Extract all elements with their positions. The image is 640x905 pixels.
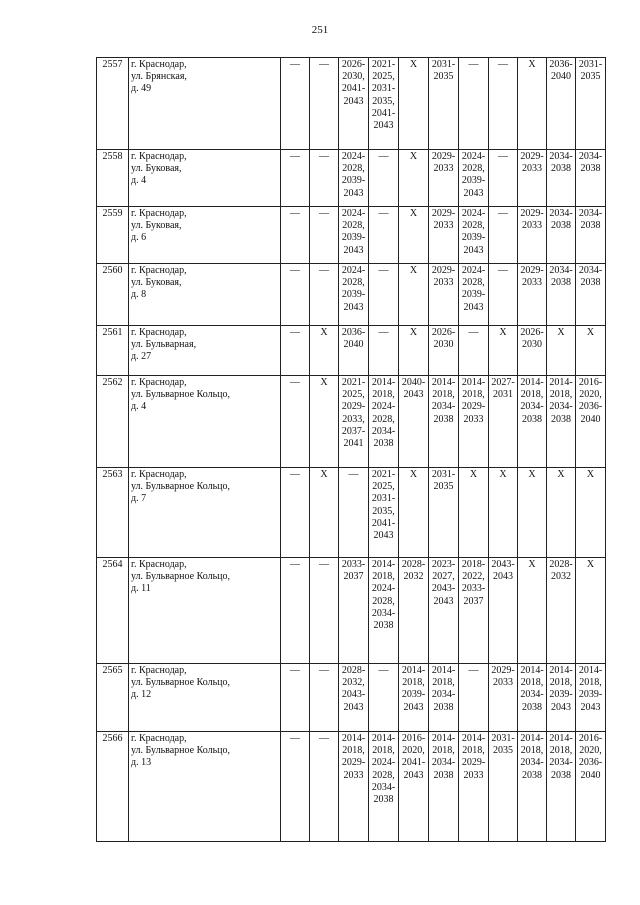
period-cell xyxy=(369,207,399,264)
period-value: X xyxy=(409,59,418,70)
period-cell xyxy=(310,264,339,326)
period-cell xyxy=(369,58,399,150)
period-cell xyxy=(339,326,369,376)
row-number: 2565 xyxy=(97,664,129,732)
period-cell xyxy=(547,558,576,664)
period-cell xyxy=(281,732,310,842)
period-cell xyxy=(310,664,339,732)
table-row xyxy=(97,58,606,150)
period-value: 2031- 2035 xyxy=(431,59,456,83)
period-cell xyxy=(459,558,489,664)
period-value: 2014- 2018, 2034- 2038 xyxy=(549,377,573,425)
period-cell xyxy=(281,58,310,150)
period-cell xyxy=(489,150,518,207)
period-value: 2014- 2018, 2034- 2038 xyxy=(431,733,456,781)
period-cell xyxy=(576,558,606,664)
period-cell xyxy=(459,376,489,468)
period-value: 2024- 2028, 2039- 2043 xyxy=(461,265,486,313)
row-number: 2561 xyxy=(97,326,129,376)
period-cell xyxy=(339,664,369,732)
period-cell xyxy=(547,376,576,468)
period-value: 2036- 2040 xyxy=(341,327,366,351)
period-value: 2014- 2018, 2024- 2028, 2034- 2038 xyxy=(371,733,396,806)
row-number: 2557 xyxy=(97,58,129,150)
period-cell xyxy=(576,326,606,376)
period-cell xyxy=(429,732,459,842)
period-value: — xyxy=(290,59,300,70)
period-cell xyxy=(459,732,489,842)
page-number: 251 xyxy=(311,24,329,36)
row-address: г. Краснодар, ул. Бульварное Кольцо, д. 7 xyxy=(129,468,281,558)
period-value: — xyxy=(290,327,300,338)
period-cell xyxy=(281,558,310,664)
period-cell xyxy=(459,326,489,376)
period-value: 2024- 2028, 2039- 2043 xyxy=(341,151,366,199)
row-address: г. Краснодар, ул. Бульварное Кольцо, д. 13 xyxy=(129,732,281,842)
row-number: 2560 xyxy=(97,264,129,326)
period-value: 2040- 2043 xyxy=(401,377,426,401)
period-value: 2014- 2018, 2034- 2038 xyxy=(520,377,544,425)
period-cell xyxy=(399,326,429,376)
period-value: 2034- 2038 xyxy=(578,151,603,175)
period-value: — xyxy=(498,265,508,276)
row-number: 2558 xyxy=(97,150,129,207)
period-cell xyxy=(518,207,547,264)
period-value: 2029- 2033 xyxy=(520,151,544,175)
period-value: X xyxy=(586,559,595,570)
period-value: X xyxy=(320,469,328,480)
period-value: — xyxy=(348,469,359,480)
period-cell xyxy=(518,468,547,558)
period-value: 2034- 2038 xyxy=(578,265,603,289)
period-cell xyxy=(429,664,459,732)
period-cell xyxy=(339,376,369,468)
register-body xyxy=(97,58,606,842)
period-value: 2014- 2018, 2029- 2033 xyxy=(461,733,486,781)
row-address: г. Краснодар, ул. Бульварная, д. 27 xyxy=(129,326,281,376)
period-cell xyxy=(489,58,518,150)
period-value: X xyxy=(320,377,328,388)
period-value: 2016- 2020, 2036- 2040 xyxy=(578,733,603,781)
period-value: 2034- 2038 xyxy=(549,151,573,175)
period-value: — xyxy=(319,208,329,219)
period-value: 2024- 2028, 2039- 2043 xyxy=(461,151,486,199)
period-value: 2034- 2038 xyxy=(549,265,573,289)
period-cell xyxy=(518,558,547,664)
period-cell xyxy=(339,207,369,264)
period-cell xyxy=(518,264,547,326)
period-value: X xyxy=(409,208,418,219)
table-row xyxy=(97,558,606,664)
period-cell xyxy=(576,207,606,264)
period-cell xyxy=(489,207,518,264)
period-value: — xyxy=(290,733,300,744)
period-cell xyxy=(429,468,459,558)
period-value: — xyxy=(290,469,300,480)
period-value: — xyxy=(498,151,508,162)
period-cell xyxy=(310,732,339,842)
period-value: — xyxy=(290,151,300,162)
period-value: 2029- 2033 xyxy=(431,208,456,232)
period-value: 2014- 2018, 2039- 2043 xyxy=(578,665,603,713)
period-cell xyxy=(339,264,369,326)
period-cell xyxy=(399,207,429,264)
period-value: 2034- 2038 xyxy=(549,208,573,232)
period-value: 2023- 2027, 2043- 2043 xyxy=(431,559,456,607)
table-row xyxy=(97,468,606,558)
period-cell xyxy=(576,468,606,558)
period-value: 2024- 2028, 2039- 2043 xyxy=(341,265,366,313)
period-cell xyxy=(281,664,310,732)
period-value: — xyxy=(319,665,329,676)
period-value: — xyxy=(290,208,300,219)
period-value: 2016- 2020, 2041- 2043 xyxy=(401,733,426,781)
period-cell xyxy=(399,376,429,468)
period-cell xyxy=(369,664,399,732)
row-number: 2559 xyxy=(97,207,129,264)
period-value: 2033- 2037 xyxy=(341,559,366,583)
period-cell xyxy=(518,732,547,842)
period-value: 2029- 2033 xyxy=(431,151,456,175)
period-value: 2014- 2018, 2039- 2043 xyxy=(549,665,573,713)
period-value: — xyxy=(468,327,479,338)
period-cell xyxy=(547,207,576,264)
period-value: 2028- 2032 xyxy=(401,559,426,583)
table-row xyxy=(97,376,606,468)
period-value: 2026- 2030 xyxy=(520,327,544,351)
period-cell xyxy=(429,558,459,664)
period-value: — xyxy=(378,327,389,338)
period-value: 2036- 2040 xyxy=(549,59,573,83)
period-value: — xyxy=(290,665,300,676)
period-value: — xyxy=(378,265,389,276)
period-cell xyxy=(399,264,429,326)
period-value: — xyxy=(378,208,389,219)
period-value: — xyxy=(319,265,329,276)
period-value: 2021- 2025, 2029- 2033, 2037- 2041 xyxy=(341,377,366,450)
period-cell xyxy=(547,664,576,732)
period-value: — xyxy=(290,265,300,276)
period-cell xyxy=(518,376,547,468)
period-cell xyxy=(369,468,399,558)
period-cell xyxy=(489,468,518,558)
period-value: — xyxy=(378,665,389,676)
period-value: X xyxy=(409,151,418,162)
period-cell xyxy=(429,207,459,264)
period-cell xyxy=(576,150,606,207)
period-value: 2031- 2035 xyxy=(491,733,515,757)
period-cell xyxy=(576,264,606,326)
period-cell xyxy=(429,58,459,150)
period-cell xyxy=(310,150,339,207)
period-value: 2026- 2030 xyxy=(431,327,456,351)
table-row xyxy=(97,264,606,326)
period-cell xyxy=(399,732,429,842)
period-cell xyxy=(369,558,399,664)
period-cell xyxy=(310,558,339,664)
period-cell xyxy=(459,207,489,264)
period-value: 2014- 2018, 2029- 2033 xyxy=(341,733,366,781)
period-value: 2014- 2018, 2034- 2038 xyxy=(520,665,544,713)
period-cell xyxy=(310,58,339,150)
period-cell xyxy=(281,150,310,207)
row-address: г. Краснодар, ул. Бульварное Кольцо, д. 11 xyxy=(129,558,281,664)
period-cell xyxy=(310,376,339,468)
period-value: — xyxy=(290,559,300,570)
period-cell xyxy=(489,376,518,468)
period-value: 2014- 2018, 2034- 2038 xyxy=(549,733,573,781)
period-cell xyxy=(489,732,518,842)
row-address: г. Краснодар, ул. Буковая, д. 6 xyxy=(129,207,281,264)
period-cell xyxy=(399,558,429,664)
period-cell xyxy=(310,468,339,558)
period-value: X xyxy=(320,327,328,338)
period-cell xyxy=(339,58,369,150)
period-value: — xyxy=(319,733,329,744)
period-cell xyxy=(547,264,576,326)
period-value: X xyxy=(499,469,507,480)
period-cell xyxy=(547,58,576,150)
period-cell xyxy=(518,58,547,150)
period-value: 2029- 2033 xyxy=(520,265,544,289)
period-value: — xyxy=(468,665,479,676)
period-cell xyxy=(459,468,489,558)
period-cell xyxy=(369,150,399,207)
housing-register-table xyxy=(96,57,606,842)
period-value: 2014- 2018, 2034- 2038 xyxy=(431,377,456,425)
period-value: 2043- 2043 xyxy=(491,559,515,583)
period-value: 2021- 2025, 2031- 2035, 2041- 2043 xyxy=(371,59,396,132)
period-cell xyxy=(281,264,310,326)
period-value: 2029- 2033 xyxy=(491,665,515,689)
period-value: X xyxy=(586,327,595,338)
period-cell xyxy=(518,150,547,207)
period-value: X xyxy=(499,327,507,338)
period-value: 2028- 2032, 2043- 2043 xyxy=(341,665,366,713)
period-value: 2031- 2035 xyxy=(578,59,603,83)
period-value: X xyxy=(528,59,536,70)
table-row xyxy=(97,664,606,732)
period-cell xyxy=(518,326,547,376)
period-value: X xyxy=(528,469,536,480)
period-cell xyxy=(339,150,369,207)
period-cell xyxy=(459,264,489,326)
period-value: — xyxy=(378,151,389,162)
row-number: 2562 xyxy=(97,376,129,468)
period-value: — xyxy=(290,377,300,388)
row-address: г. Краснодар, ул. Бульварное Кольцо, д. 12 xyxy=(129,664,281,732)
period-cell xyxy=(576,376,606,468)
period-cell xyxy=(547,732,576,842)
period-value: X xyxy=(409,327,418,338)
period-value: 2024- 2028, 2039- 2043 xyxy=(341,208,366,256)
row-address: г. Краснодар, ул. Бульварное Кольцо, д. 4 xyxy=(129,376,281,468)
period-cell xyxy=(281,207,310,264)
period-cell xyxy=(399,664,429,732)
period-cell xyxy=(489,664,518,732)
table-row xyxy=(97,732,606,842)
table-row xyxy=(97,207,606,264)
period-value: 2014- 2018, 2034- 2038 xyxy=(520,733,544,781)
period-cell xyxy=(399,150,429,207)
period-value: 2034- 2038 xyxy=(578,208,603,232)
period-value: X xyxy=(557,327,565,338)
period-cell xyxy=(576,58,606,150)
row-number: 2564 xyxy=(97,558,129,664)
period-cell xyxy=(399,58,429,150)
period-cell xyxy=(339,732,369,842)
period-cell xyxy=(547,150,576,207)
period-cell xyxy=(369,376,399,468)
period-value: X xyxy=(409,265,418,276)
period-cell xyxy=(459,58,489,150)
period-value: 2016- 2020, 2036- 2040 xyxy=(578,377,603,425)
period-value: 2029- 2033 xyxy=(431,265,456,289)
row-number: 2563 xyxy=(97,468,129,558)
period-cell xyxy=(459,664,489,732)
period-value: X xyxy=(409,469,418,480)
period-value: — xyxy=(319,559,329,570)
period-cell xyxy=(459,150,489,207)
period-value: 2031- 2035 xyxy=(431,469,456,493)
table-row xyxy=(97,150,606,207)
period-value: — xyxy=(319,151,329,162)
period-cell xyxy=(489,326,518,376)
period-cell xyxy=(429,150,459,207)
period-value: X xyxy=(469,469,478,480)
table-row xyxy=(97,326,606,376)
period-value: 2014- 2018, 2029- 2033 xyxy=(461,377,486,425)
period-cell xyxy=(339,468,369,558)
period-cell xyxy=(429,326,459,376)
period-value: 2028- 2032 xyxy=(549,559,573,583)
period-cell xyxy=(399,468,429,558)
row-address: г. Краснодар, ул. Буковая, д. 8 xyxy=(129,264,281,326)
period-value: — xyxy=(319,59,329,70)
period-cell xyxy=(339,558,369,664)
period-cell xyxy=(489,264,518,326)
row-address: г. Краснодар, ул. Буковая, д. 4 xyxy=(129,150,281,207)
row-number: 2566 xyxy=(97,732,129,842)
period-cell xyxy=(576,664,606,732)
period-value: 2014- 2018, 2039- 2043 xyxy=(401,665,426,713)
period-cell xyxy=(547,468,576,558)
period-cell xyxy=(281,468,310,558)
period-cell xyxy=(281,376,310,468)
row-address: г. Краснодар, ул. Брянская, д. 49 xyxy=(129,58,281,150)
period-value: — xyxy=(468,59,479,70)
period-value: X xyxy=(586,469,595,480)
period-cell xyxy=(310,326,339,376)
period-value: 2021- 2025, 2031- 2035, 2041- 2043 xyxy=(371,469,396,542)
period-cell xyxy=(369,732,399,842)
period-cell xyxy=(429,264,459,326)
period-value: 2024- 2028, 2039- 2043 xyxy=(461,208,486,256)
period-value: — xyxy=(498,59,508,70)
period-cell xyxy=(281,326,310,376)
period-cell xyxy=(369,264,399,326)
period-value: — xyxy=(498,208,508,219)
period-cell xyxy=(369,326,399,376)
period-value: X xyxy=(528,559,536,570)
period-cell xyxy=(576,732,606,842)
period-value: 2014- 2018, 2024- 2028, 2034- 2038 xyxy=(371,559,396,632)
period-value: 2027- 2031 xyxy=(491,377,515,401)
period-value: X xyxy=(557,469,565,480)
period-cell xyxy=(547,326,576,376)
period-value: 2026- 2030, 2041- 2043 xyxy=(341,59,366,107)
period-cell xyxy=(518,664,547,732)
period-value: 2018- 2022, 2033- 2037 xyxy=(461,559,486,607)
period-value: 2029- 2033 xyxy=(520,208,544,232)
period-cell xyxy=(310,207,339,264)
period-cell xyxy=(489,558,518,664)
period-value: 2014- 2018, 2034- 2038 xyxy=(431,665,456,713)
period-cell xyxy=(429,376,459,468)
period-value: 2014- 2018, 2024- 2028, 2034- 2038 xyxy=(371,377,396,450)
